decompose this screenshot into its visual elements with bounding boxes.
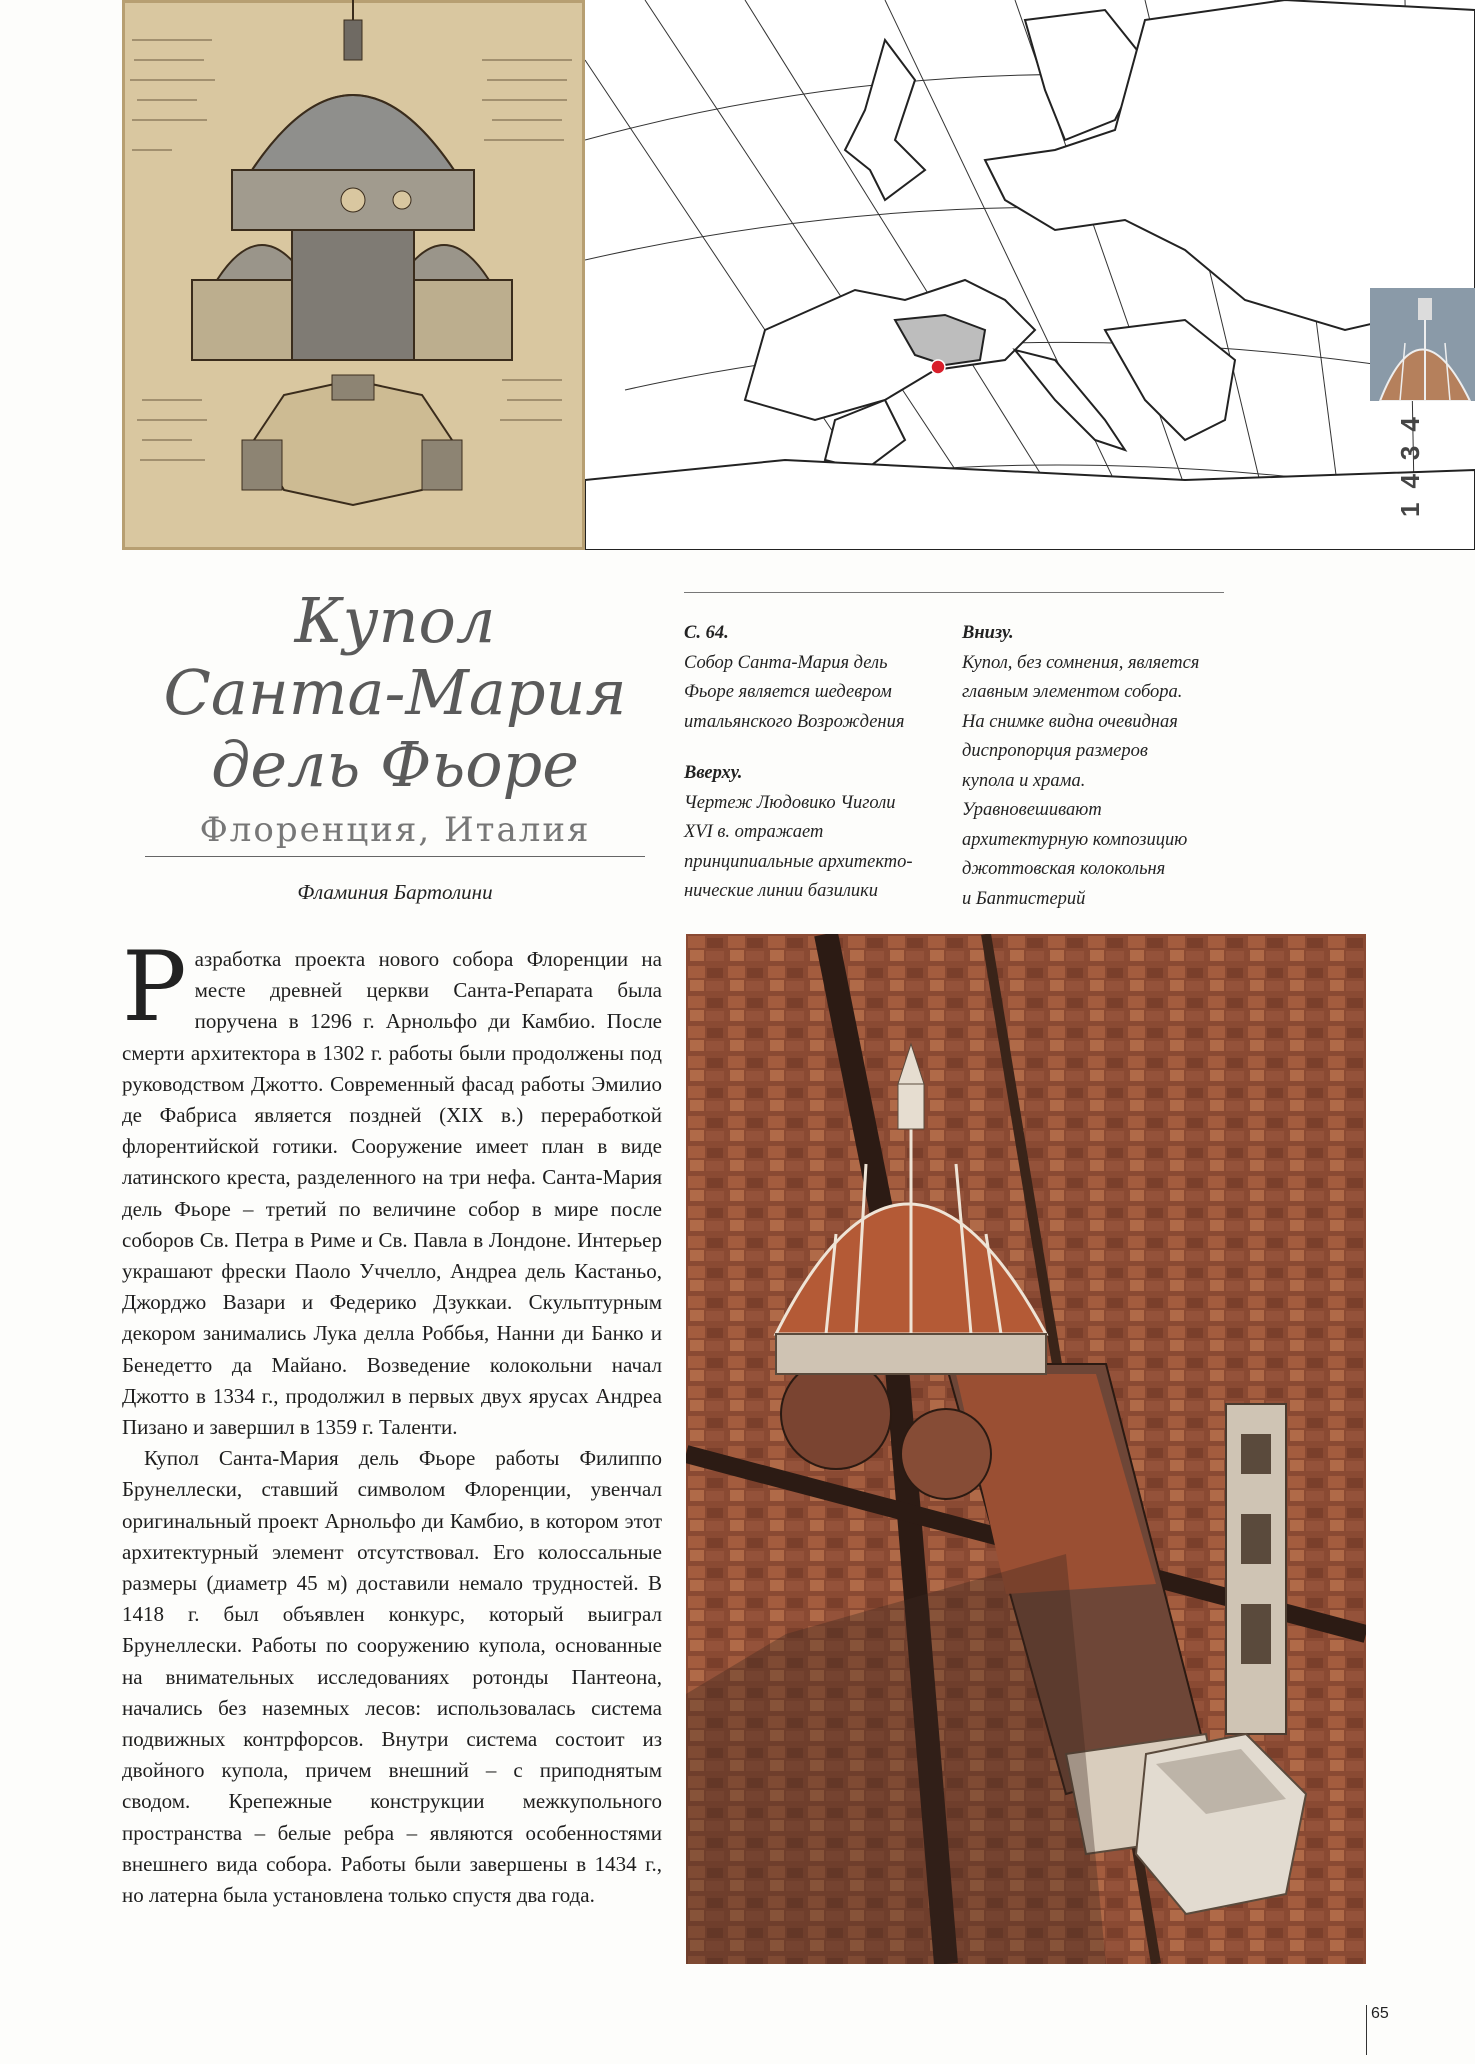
caption-line: и Баптистерий — [962, 888, 1086, 909]
caption-line: главным элементом собора. — [962, 682, 1183, 702]
caption-line: Фьоре является шедевром — [684, 682, 892, 702]
paragraph-1 — [122, 931, 662, 1443]
caption-head: Вверху. — [684, 763, 743, 783]
caption-line: джоттовская колокольня — [962, 859, 1166, 879]
dome-thumbnail-image — [1370, 288, 1475, 401]
title-block — [125, 584, 665, 857]
caption-head: Внизу. — [962, 623, 1014, 643]
aerial-cathedral-photo — [686, 934, 1366, 1964]
caption-left — [684, 619, 946, 907]
caption-line: архитектурную композицию — [962, 829, 1188, 850]
caption-line: итальянского Возрождения — [684, 711, 905, 732]
paragraph-2: Купол Санта-Мария дель Фьоре работы Филиппо Брунеллески, ставший символом Флоренции, увенчал оригинальный проект Арнольфо ди Камбио, в котором этот архитектурный элемент отсутствовал. Его колоссальные размеры (диаметр 45 м) доставили немало трудностей. В 1418 г. был объявлен конкурс, который выиграл Брунеллески. Работы по сооружению купола, основанные на внимательных исследованиях ротонды Пантеона, начались без наземных лесов: использовалась система подвижных контрфорсов. Внутри система состоит из двойного купола, причем внешний – с приподнятым сводом. Крепежные конструкции межкупольного пространства – белые ребра – являются особенностями внешнего вида собора. Работы были завершены в 1434 г., но латерна была установлена только спустя два года. — [122, 1446, 662, 1908]
year-vertical-label: 1434 — [1395, 403, 1425, 517]
caption-line: Чертеж Людовико Чиголи — [684, 792, 896, 813]
captions-block — [684, 592, 1224, 909]
title-line-1: Купол — [294, 584, 496, 657]
paragraph-1-text: азработка проекта нового собора Флоренции на месте древней церкви Санта-Репарата была поручена в 1296 г. Арнольфо ди Камбио. После смерти архитектора в 1302 г. работы были продолжены под руководством Джотто. Современный фасад работы Эмилио де Фабриса является поздней (XIX в.) переработкой флорентийской готики. Сооружение имеет план в виде латинского креста, разделенного на три нефа. Санта-Мария дель Фьоре – третий по величине собор в мире после соборов Св. Петра в Риме и Св. Павла в Лондоне. Интерьер украшают фрески Паоло Уччелло, Андреа дель Кастаньо, Джорджо Вазари и Федерико Дзуккаи. Скульптурным декором занимались Лука делла Роббья, Нанни ди Банко и Бенедетто да Майано. Возведение колокольни начал Джотто в 1334 г., продолжил в первых двух ярусах Андреа Пизано и завершил в 1359 г. Таленти. — [122, 947, 662, 1440]
florence-marker-icon — [931, 360, 945, 374]
caption-line: принципиальные архитекто- — [684, 851, 913, 872]
author-name: Фламиния Бартолини — [297, 880, 493, 904]
caption-line: На снимке видна очевидная — [962, 711, 1178, 732]
title-line-2: Санта-Мария — [163, 656, 627, 729]
page-number: 65 — [1366, 2005, 1389, 2055]
caption-line: Купол, без сомнения, является — [962, 652, 1200, 673]
caption-line: нические линии базилики — [684, 881, 879, 901]
caption-line: диспропорция размеров — [962, 741, 1148, 761]
caption-right — [962, 619, 1224, 914]
subtitle-location: Флоренция, Италия — [145, 810, 645, 857]
article-body — [122, 931, 662, 1911]
drop-cap: Р — [122, 931, 187, 1043]
caption-head: С. 64. — [684, 623, 729, 643]
caption-line: Собор Санта-Мария дель — [684, 652, 888, 673]
caption-line: купола и храма. — [962, 770, 1086, 791]
caption-line: XVI в. отражает — [684, 822, 824, 842]
caption-line: Уравновешивают — [962, 800, 1102, 820]
europe-map — [585, 0, 1475, 550]
title-line-3: дель Фьоре — [211, 728, 579, 801]
architectural-drawing-image — [122, 0, 585, 550]
